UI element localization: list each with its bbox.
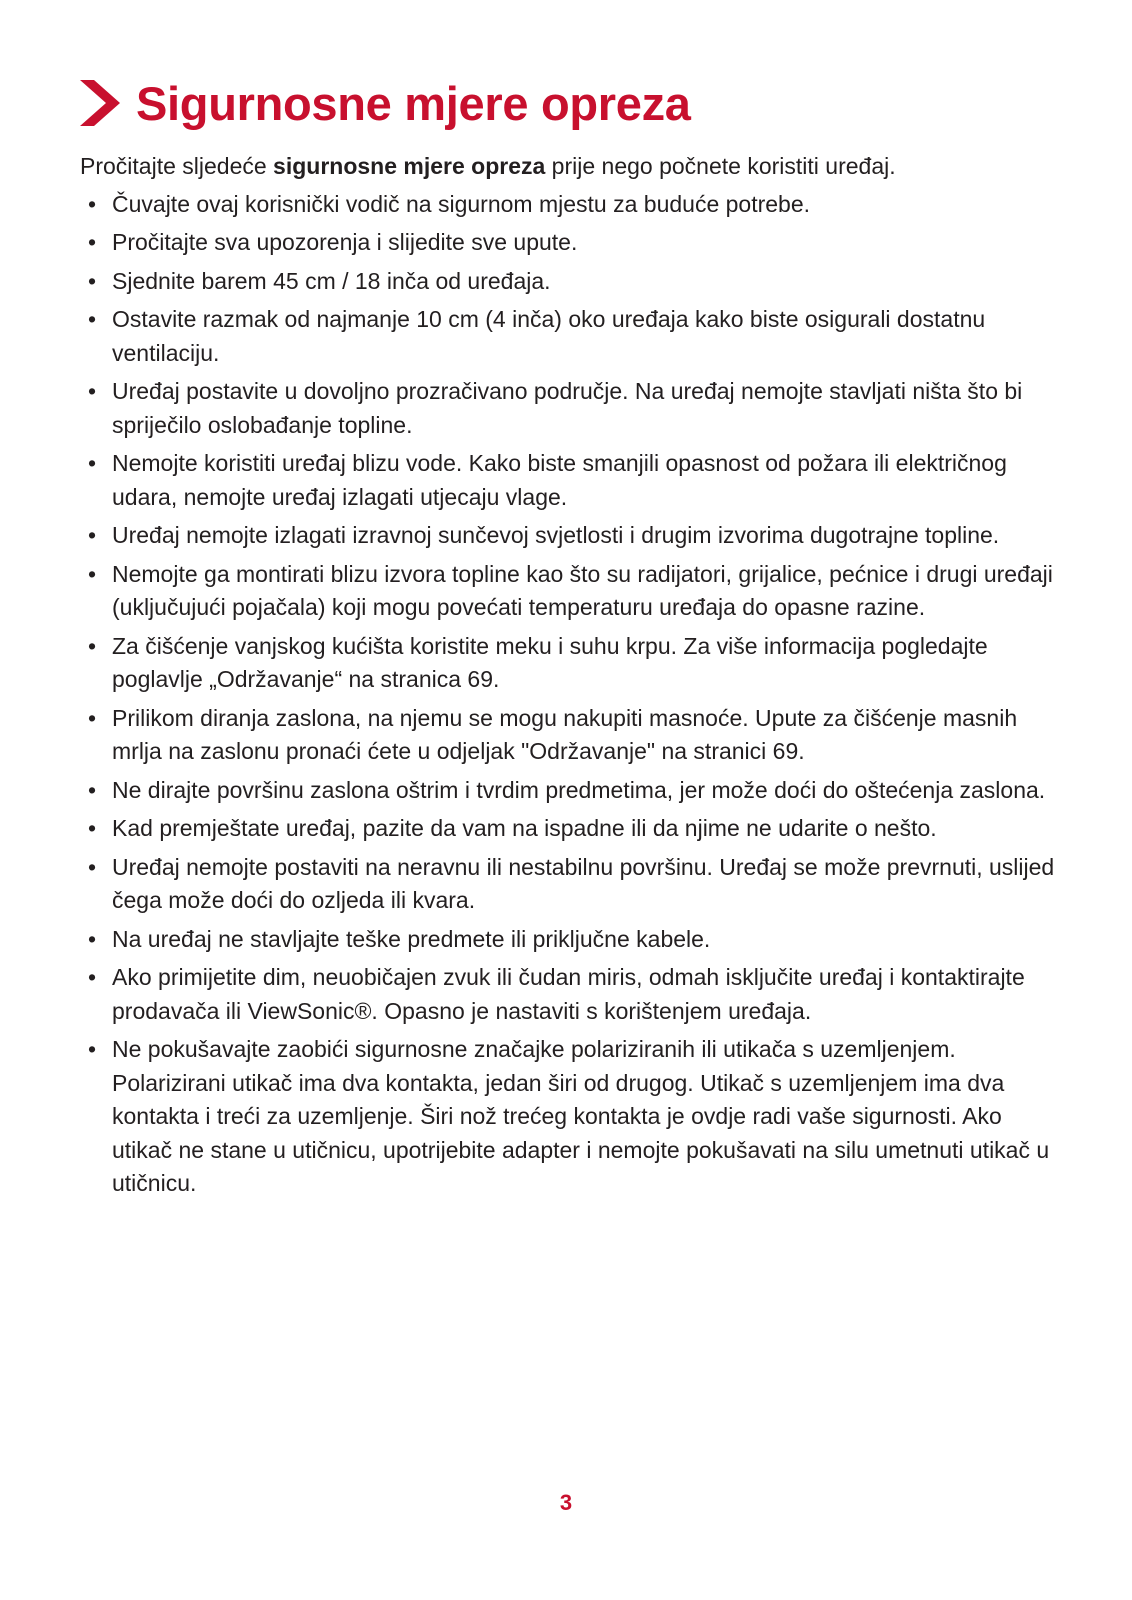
list-item: • Kad premještate uređaj, pazite da vam na ispadne ili da njime ne udarite o nešto.: [80, 812, 1060, 846]
list-item: • Čuvajte ovaj korisnički vodič na sigurnom mjestu za buduće potrebe.: [80, 188, 1060, 222]
list-item: • Uređaj postavite u dovoljno prozračivano područje. Na uređaj nemojte stavljati ništa što bi spriječilo oslobađanje topline.: [80, 375, 1060, 442]
intro-text-bold: sigurnosne mjere opreza: [273, 153, 546, 179]
main-content: [80, 150, 1060, 1206]
intro-text-after: prije nego počnete koristiti uređaj.: [545, 153, 896, 179]
page-heading: [80, 70, 691, 136]
list-item: • Nemojte ga montirati blizu izvora topline kao što su radijatori, grijalice, pećnice i drugi uređaji (uključujući pojačala) koji mogu povećati temperaturu uređaja do opasne razine.: [80, 558, 1060, 625]
page-title: Sigurnosne mjere opreza: [136, 76, 691, 130]
list-item: • Ne pokušavajte zaobići sigurnosne značajke polariziranih ili utikača s uzemljenjem. Polarizirani utikač ima dva kontakta, jedan širi od drugog. Utikač s uzemljenjem ima dva kontakta i treći za uzemljenje. Širi nož trećeg kontakta je ovdje radi vaše sigurnosti. Ako utikač ne stane u utičnicu, upotrijebite adapter i nemojte pokušavati na silu umetnuti utikač u utičnicu.: [80, 1033, 1060, 1201]
list-item: • Na uređaj ne stavljajte teške predmete ili priključne kabele.: [80, 923, 1060, 957]
list-item: • Uređaj nemojte izlagati izravnoj sunčevoj svjetlosti i drugim izvorima dugotrajne topline.: [80, 519, 1060, 553]
precautions-list: [80, 188, 1060, 1201]
list-item: • Ne dirajte površinu zaslona oštrim i tvrdim predmetima, jer može doći do oštećenja zaslona.: [80, 774, 1060, 808]
intro-paragraph: [80, 150, 1060, 184]
list-item: • Uređaj nemojte postaviti na neravnu ili nestabilnu površinu. Uređaj se može prevrnuti, uslijed čega može doći do ozljeda ili kvara.: [80, 851, 1060, 918]
list-item: • Ako primijetite dim, neuobičajen zvuk ili čudan miris, odmah isključite uređaj i kontaktirajte prodavača ili ViewSonic®. Opasno je nastaviti s korištenjem uređaja.: [80, 961, 1060, 1028]
list-item: • Nemojte koristiti uređaj blizu vode. Kako biste smanjili opasnost od požara ili električnog udara, nemojte uređaj izlagati utjecaju vlage.: [80, 447, 1060, 514]
page-number: 3: [559, 1490, 573, 1515]
list-item: • Sjednite barem 45 cm / 18 inča od uređaja.: [80, 265, 1060, 299]
chevron-right-icon: [80, 80, 120, 126]
list-item: • Za čišćenje vanjskog kućišta koristite meku i suhu krpu. Za više informacija pogledajte poglavlje „Održavanje“ na stranica 69.: [80, 630, 1060, 697]
list-item: • Ostavite razmak od najmanje 10 cm (4 inča) oko uređaja kako biste osigurali dostatnu ventilaciju.: [80, 303, 1060, 370]
list-item: • Prilikom diranja zaslona, na njemu se mogu nakupiti masnoće. Upute za čišćenje masnih mrlja na zaslonu pronaći ćete u odjeljak "Održavanje" na stranici 69.: [80, 702, 1060, 769]
intro-text-before: Pročitajte sljedeće: [80, 153, 274, 179]
list-item: • Pročitajte sva upozorenja i slijedite sve upute.: [80, 226, 1060, 260]
